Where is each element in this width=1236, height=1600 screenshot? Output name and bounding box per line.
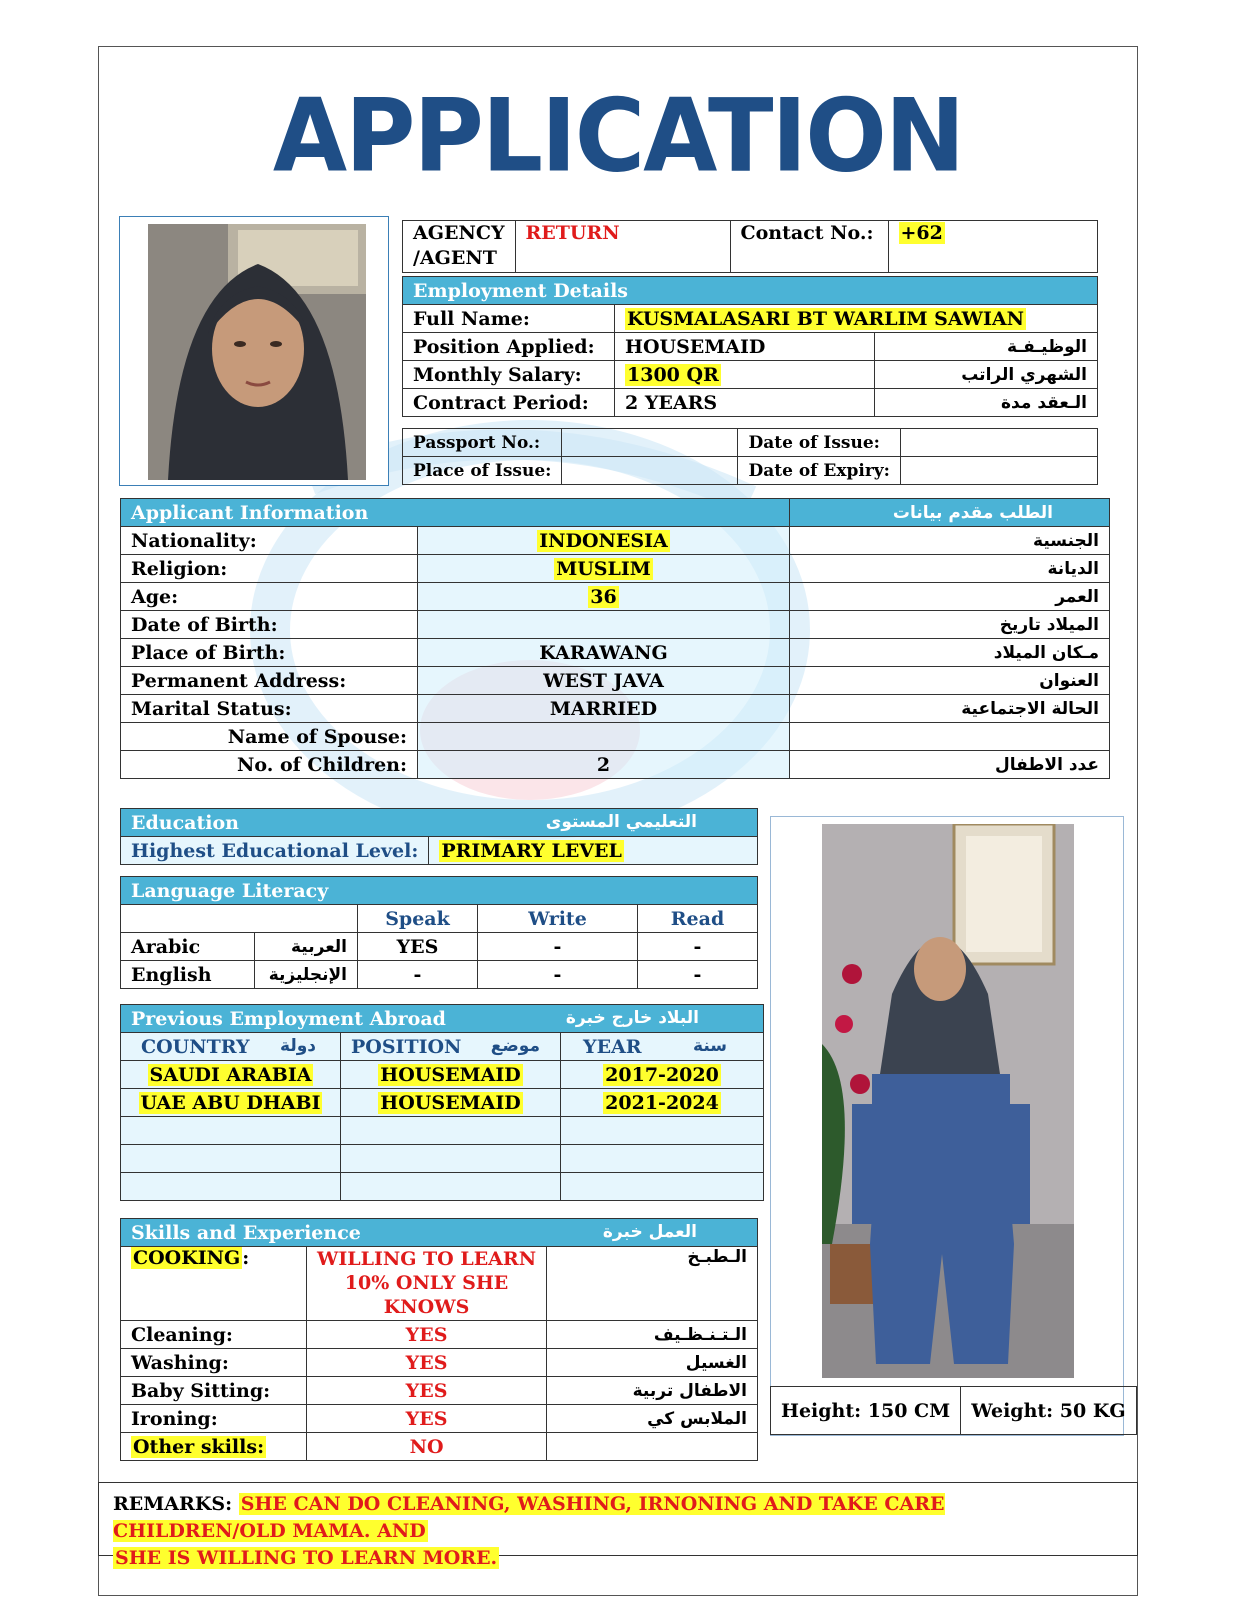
applicant-label: Religion: [121,555,418,583]
skill-label-ar: الاطفال تربية [547,1377,758,1405]
children-label: No. of Children: [121,751,418,779]
applicant-heading: Applicant Information [121,499,790,527]
full-name-value: KUSMALASARI BT WARLIM SAWIAN [615,305,1098,333]
other-skills-ar [547,1433,758,1461]
salary-ar: الشهري الراتب [875,361,1098,389]
cooking-value: WILLING TO LEARN 10% ONLY SHE KNOWS [307,1247,547,1321]
empty-cell [561,1145,764,1173]
education-level-label: Highest Educational Level: [121,837,429,865]
previous-year: 2017-2020 [561,1061,764,1089]
remarks-text-1: SHE CAN DO CLEANING, WASHING, IRNONING AND TAKE CARE CHILDREN/OLD MAMA. AND [113,1493,945,1542]
applicant-value: INDONESIA [418,527,790,555]
other-skills-label: Other skills: [121,1433,307,1461]
language-speak: YES [358,933,478,961]
applicant-value: WEST JAVA [418,667,790,695]
date-issue-value [900,429,1097,457]
language-read: - [638,933,758,961]
previous-year: 2021-2024 [561,1089,764,1117]
cooking-ar: الـطبـخ [547,1247,758,1321]
applicant-label-ar: العنوان [790,667,1110,695]
education-table [120,808,758,865]
cooking-label: COOKING : [121,1247,307,1321]
remarks-text-2: SHE IS WILLING TO LEARN MORE. [115,1547,498,1569]
previous-position: HOUSEMAID [341,1061,561,1089]
applicant-label: Age: [121,583,418,611]
skill-value: YES [307,1377,547,1405]
salary-value: 1300 QR [615,361,875,389]
col-position: POSITION موضع [341,1033,561,1061]
fullbody-photo [822,824,1074,1378]
agency-value: RETURN [515,221,730,273]
contract-value: 2 YEARS [615,389,875,417]
applicant-table [120,498,1110,779]
empty-cell [341,1145,561,1173]
language-read: - [638,961,758,989]
contract-label: Contract Period: [403,389,615,417]
previous-country: UAE ABU DHABI [121,1089,341,1117]
previous-heading: Previous Employment Abroad البلاد خارج خبرة [121,1005,764,1033]
date-expiry-label: Date of Expiry: [738,457,900,485]
empty-cell [341,1173,561,1201]
applicant-label-ar: الجنسية [790,527,1110,555]
applicant-value [418,611,790,639]
children-ar: عدد الاطفال [790,751,1110,779]
weight-value: Weight: 50 KG [961,1387,1136,1435]
applicant-label: Permanent Address: [121,667,418,695]
children-value: 2 [418,751,790,779]
applicant-label: Date of Birth: [121,611,418,639]
date-expiry-value [900,457,1097,485]
skill-label-ar: الغسيل [547,1349,758,1377]
skill-label: Cleaning: [121,1321,307,1349]
height-value: Height: 150 CM [771,1387,961,1435]
employment-table [402,276,1098,417]
language-blank-header [121,905,358,933]
applicant-value: 36 [418,583,790,611]
date-issue-label: Date of Issue: [738,429,900,457]
contract-ar: الـعقد مدة [875,389,1098,417]
applicant-label-ar: الميلاد تاريخ [790,611,1110,639]
applicant-value: KARAWANG [418,639,790,667]
applicant-label: Place of Birth: [121,639,418,667]
contact-value: +62 [888,221,1097,273]
spouse-ar [790,723,1110,751]
empty-cell [561,1117,764,1145]
applicant-label-ar: العمر [790,583,1110,611]
skills-heading: Skills and Experience العمل خبرة [121,1219,758,1247]
passport-table [402,428,1098,485]
place-issue-label: Place of Issue: [403,457,562,485]
agency-table [402,220,1098,273]
contact-label: Contact No.: [730,221,888,273]
skill-label-ar: الـتـنـظـيف [547,1321,758,1349]
employment-heading: Employment Details [403,277,1098,305]
other-skills-value: NO [307,1433,547,1461]
applicant-label: Nationality: [121,527,418,555]
language-speak: - [358,961,478,989]
position-ar: الوظيـفـة [875,333,1098,361]
passport-value [562,429,738,457]
measurements-table [770,1386,1137,1435]
applicant-heading-ar: الطلب مقدم بيانات [790,499,1110,527]
applicant-value: MUSLIM [418,555,790,583]
remarks-label: REMARKS: [113,1493,233,1515]
skill-label: Baby Sitting: [121,1377,307,1405]
language-write: - [478,961,638,989]
skill-value: YES [307,1349,547,1377]
col-speak: Speak [358,905,478,933]
col-country: COUNTRY دولة [121,1033,341,1061]
skill-label-ar: الملابس كي [547,1405,758,1433]
col-read: Read [638,905,758,933]
applicant-value: MARRIED [418,695,790,723]
education-heading: Education التعليمي المستوى [121,809,758,837]
language-name-ar: الإنجليزية [254,961,357,989]
place-issue-value [562,457,738,485]
applicant-label-ar: مـكان الميلاد [790,639,1110,667]
previous-country: SAUDI ARABIA [121,1061,341,1089]
agency-label: AGENCY /AGENT [403,221,516,273]
language-heading: Language Literacy [121,877,758,905]
language-name: English [121,961,255,989]
position-value: HOUSEMAID [615,333,875,361]
portrait-photo [148,224,366,480]
previous-table [120,1004,764,1201]
spouse-value [418,723,790,751]
col-write: Write [478,905,638,933]
applicant-label-ar: الديانة [790,555,1110,583]
position-label: Position Applied: [403,333,615,361]
skill-value: YES [307,1405,547,1433]
language-name: Arabic [121,933,255,961]
spouse-label: Name of Spouse: [121,723,418,751]
skill-label: Washing: [121,1349,307,1377]
full-name-label: Full Name: [403,305,615,333]
empty-cell [341,1117,561,1145]
empty-cell [121,1173,341,1201]
col-year: YEAR سنة [561,1033,764,1061]
applicant-label: Marital Status: [121,695,418,723]
applicant-label-ar: الحالة الاجتماعية [790,695,1110,723]
salary-label: Monthly Salary: [403,361,615,389]
previous-position: HOUSEMAID [341,1089,561,1117]
language-table [120,876,758,989]
remarks-box [98,1482,1138,1569]
skill-value: YES [307,1321,547,1349]
empty-cell [121,1117,341,1145]
education-level-value: PRIMARY LEVEL [429,837,758,865]
passport-label: Passport No.: [403,429,562,457]
empty-cell [561,1173,764,1201]
language-name-ar: العربية [254,933,357,961]
skills-table [120,1218,758,1461]
skill-label: Ironing: [121,1405,307,1433]
language-write: - [478,933,638,961]
page-title: APPLICATION [272,77,964,195]
empty-cell [121,1145,341,1173]
